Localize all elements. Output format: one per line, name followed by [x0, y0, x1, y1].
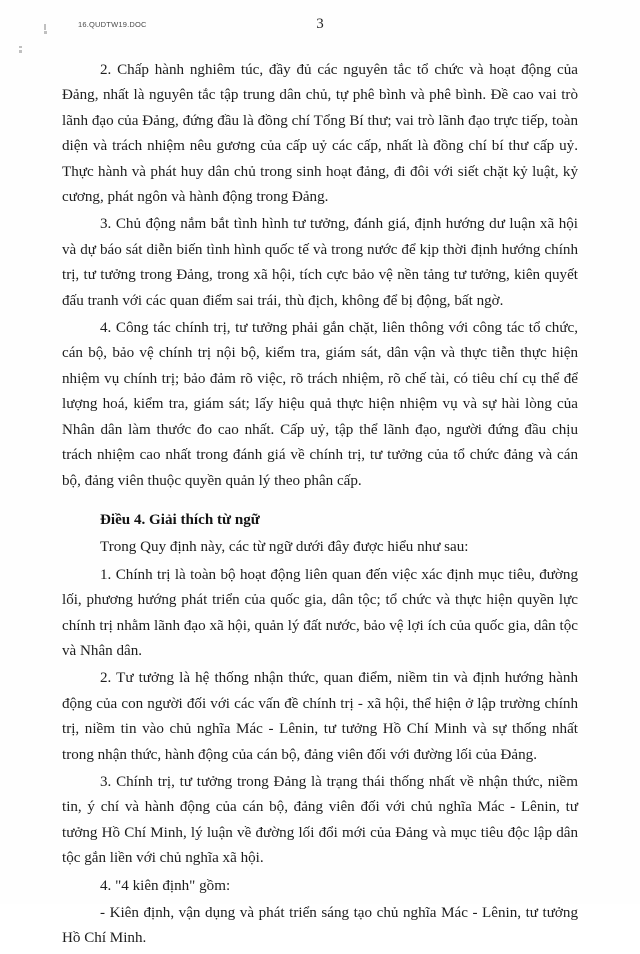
- paragraph-3: 3. Chủ động nắm bắt tình hình tư tưởng, đánh giá, định hướng dư luận xã hội và dự báo sát diễn biến tình hình quốc tế và trong nước để kịp thời định hướng chính trị, tư tưởng trong Đảng, trong xã hội, tích cực bảo vệ nền tảng tư tưởng, kiên quyết đấu tranh với các quan điểm sai trái, thù địch, không để bị động, bất ngờ.: [62, 216, 578, 309]
- page-number: 3: [316, 16, 324, 32]
- paragraph-2: 2. Chấp hành nghiêm túc, đầy đủ các nguyên tắc tổ chức và hoạt động của Đảng, nhất là nguyên tắc tập trung dân chủ, tự phê bình và phê bình. Đề cao vai trò lãnh đạo của Đảng, đứng đầu là đồng chí Tổng Bí thư; vai trò lãnh đạo trực tiếp, toàn diện và trách nhiệm nêu gương của cấp uỷ các cấp, nhất là đồng chí bí thư cấp uỷ. Thực hành và phát huy dân chủ trong sinh hoạt đảng, đi đôi với siết chặt kỷ luật, kỷ cương, phát ngôn và hành động trong Đảng.: [62, 62, 578, 206]
- document-code-stamp: 16.QUDTW19.DOC: [78, 20, 147, 29]
- paragraph-4: 4. Công tác chính trị, tư tưởng phải gắn chặt, liên thông với công tác tổ chức, cán bộ, bảo vệ chính trị nội bộ, kiểm tra, giám sát, dân vận và thực tiễn thực hiện nhiệm vụ chính trị; bảo đảm rõ việc, rõ trách nhiệm, rõ chế tài, có tiêu chí cụ thể để lượng hoá, kiểm tra, giám sát; lấy hiệu quả thực hiện nhiệm vụ và sự hài lòng của Nhân dân làm thước đo cao nhất. Cấp uỷ, tập thể lãnh đạo, người đứng đầu chịu trách nhiệm cao nhất trong đánh giá về chính trị, tư tưởng của tổ chức đảng và cán bộ, đảng viên thuộc quyền quản lý theo phân cấp.: [62, 320, 578, 489]
- article-4-intro: Trong Quy định này, các từ ngữ dưới đây được hiểu như sau:: [100, 539, 469, 556]
- scan-artifact-speck: [19, 46, 22, 48]
- article-4-heading: Điều 4. Giải thích từ ngữ: [100, 511, 260, 528]
- definition-item-4-bullet-1: - Kiên định, vận dụng và phát triển sáng tạo chủ nghĩa Mác - Lênin, tư tưởng Hồ Chí Minh.: [62, 905, 578, 947]
- definition-item-4: 4. "4 kiên định" gồm:: [100, 877, 231, 894]
- document-body: [62, 58, 578, 954]
- definition-item-1: 1. Chính trị là toàn bộ hoạt động liên quan đến việc xác định mục tiêu, đường lối, phương hướng phát triển của quốc gia, dân tộc; tổ chức và thực hiện quyền lực chính trị nhằm lãnh đạo xã hội, quản lý đất nước, bảo vệ lợi ích của quốc gia, dân tộc và Nhân dân.: [62, 566, 578, 659]
- definition-item-3: 3. Chính trị, tư tưởng trong Đảng là trạng thái thống nhất về nhận thức, niềm tin, ý chí và hành động của cán bộ, đảng viên đối với chủ nghĩa Mác - Lênin, tư tưởng Hồ Chí Minh, lý luận về đường lối đổi mới của Đảng và mục tiêu độc lập dân tộc gắn liền với chủ nghĩa xã hội.: [62, 773, 578, 867]
- scan-artifact-speck: [19, 50, 22, 53]
- definition-item-2: 2. Tư tưởng là hệ thống nhận thức, quan điểm, niềm tin và định hướng hành động của con người đối với các vấn đề chính trị - xã hội, thể hiện ở lập trường chính trị, niềm tin vào chủ nghĩa Mác - Lênin, tư tưởng Hồ Chí Minh và sự thống nhất trong nhận thức, hành động của cán bộ, đảng viên đối với đường lối của Đảng.: [62, 670, 578, 763]
- page-header: [0, 16, 640, 40]
